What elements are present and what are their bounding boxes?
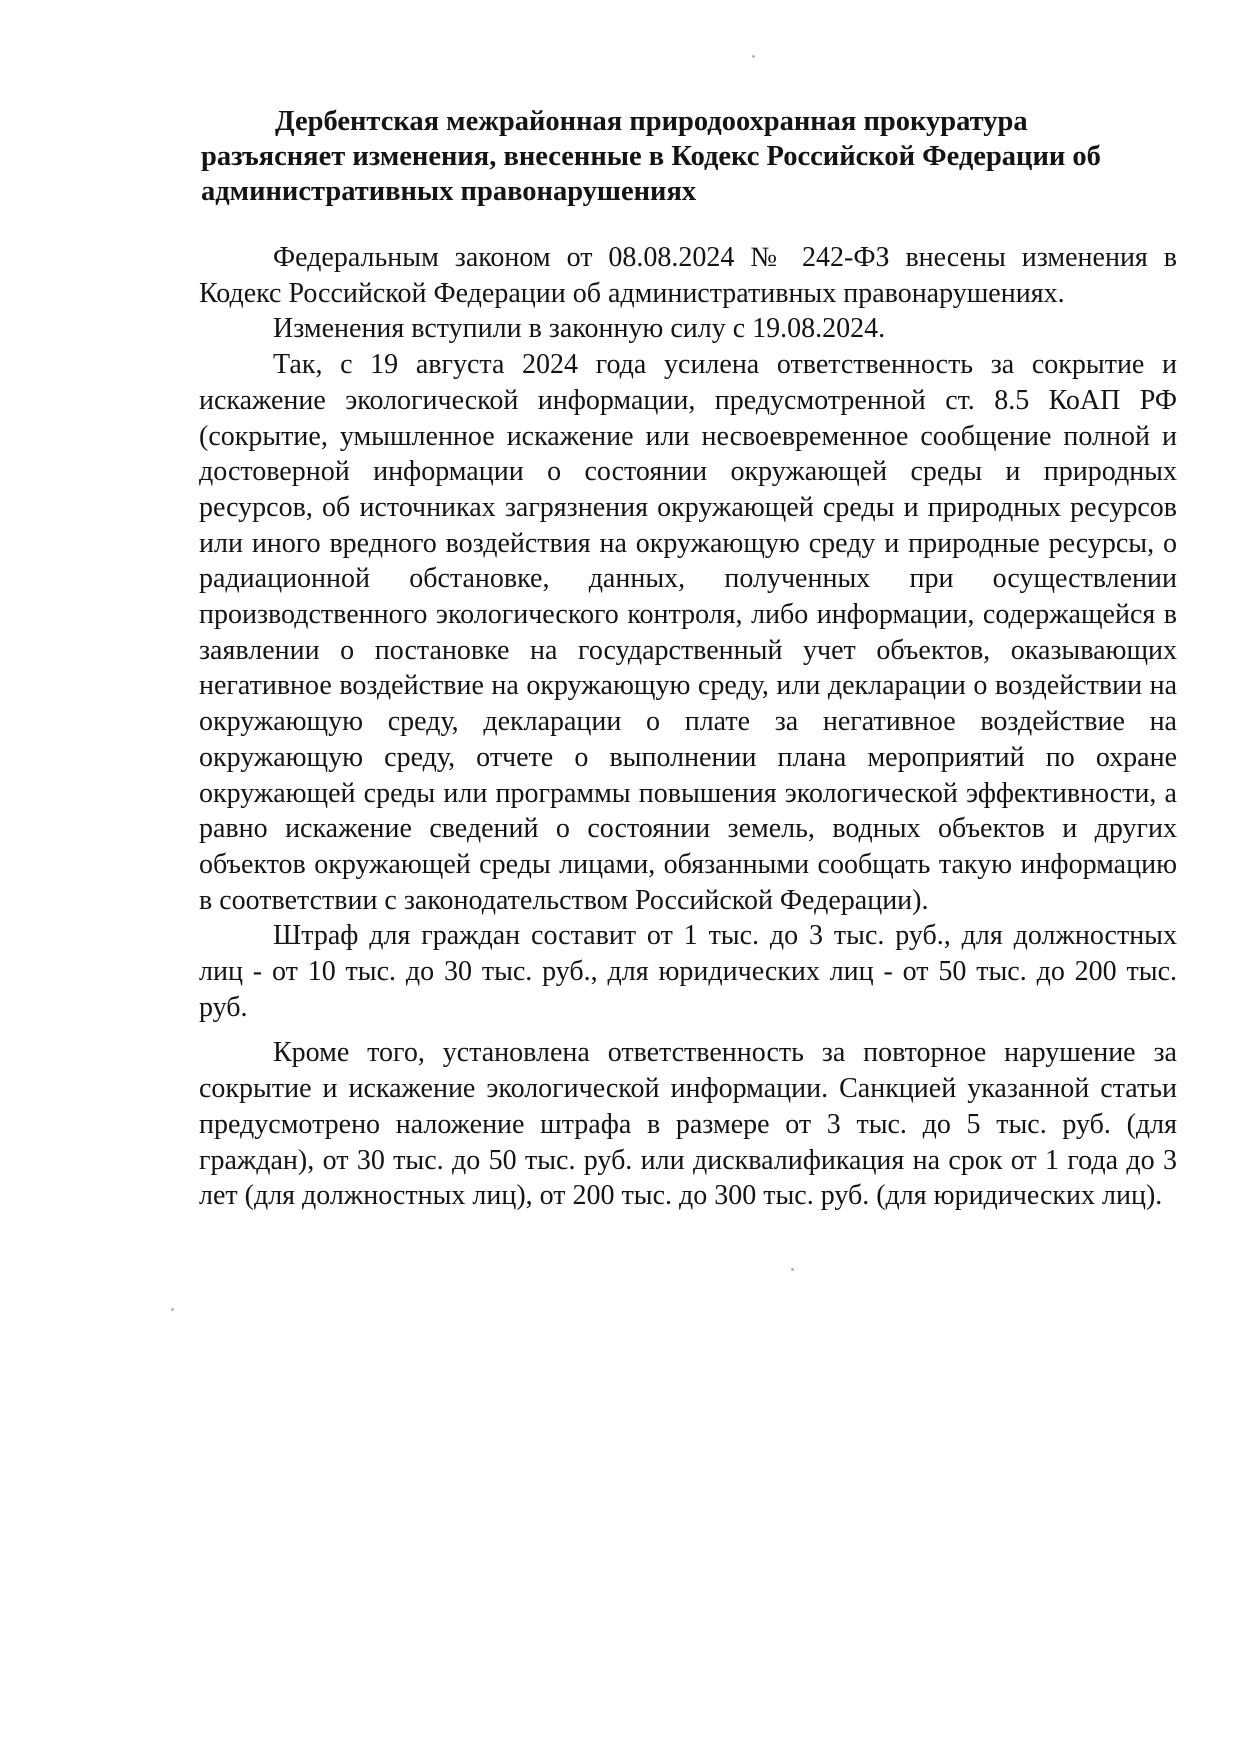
document-title [201,104,1141,209]
paragraph-effective-date: Изменения вступили в законную силу с 19.08.2024. [273,313,886,345]
paragraph-repeat-violation: Кроме того, установлена ответственность за повторное нарушение за сокрытие и искажение экологической информации. Санкцией указанной статьи предусмотрено наложение штрафа в размере от 3 тыс. до 5 тыс. руб. (для граждан), от 30 тыс. до 50 тыс. руб. или дисквалификация на срок от 1 года до 3 лет (для должностных лиц), от 200 тыс. до 300 тыс. руб. (для юридических лиц). [199,1037,1177,1212]
paragraph-liability-details: Так, с 19 августа 2024 года усилена ответственность за сокрытие и искажение экологической информации, предусмотренной ст. 8.5 КоАП РФ (сокрытие, умышленное искажение или несвоевременное сообщение полной и достоверной информации о состоянии окружающей среды и природных ресурсов, об источниках загрязнения окружающей среды и природных ресурсов или иного вредного воздействия на окружающую среду и природные ресурсы, о радиационной обстановке, данных, полученных при осуществлении производственного экологического контроля, либо информации, содержащейся в заявлении о постановке на государственный учет объектов, оказывающих негативное воздействие на окружающую среду, или декларации о воздействии на окружающую среду, декларации о плате за негативное воздействие на окружающую среду, отчете о выполнении плана мероприятий по охране окружающей среды или программы повышения экологической эффективности, а равно искажение сведений о состоянии земель, водных объектов и других объектов окружающей среды лицами, обязанными сообщать такую информацию в соответствии с законодательством Российской Федерации). [199,349,1177,916]
scan-speck [791,1268,794,1271]
document-body [199,240,1177,1214]
title-line: административных правонарушениях [201,176,697,207]
title-line: Дербентская межрайонная природоохранная прокуратура [275,106,1028,137]
paragraph-law-amendment: Федеральным законом от 08.08.2024 № 242-ФЗ внесены изменения в Кодекс Российской Федерации об административных правонарушениях. [199,242,1177,309]
scan-speck [752,55,755,58]
paragraph-fines: Штраф для граждан составит от 1 тыс. до 3 тыс. руб., для должностных лиц - от 10 тыс. до 30 тыс. руб., для юридических лиц - от 50 тыс. до 200 тыс. руб. [199,920,1177,1023]
scan-speck [171,1308,174,1311]
title-line: разъясняет изменения, внесенные в Кодекс Российской Федерации об [201,141,1101,172]
